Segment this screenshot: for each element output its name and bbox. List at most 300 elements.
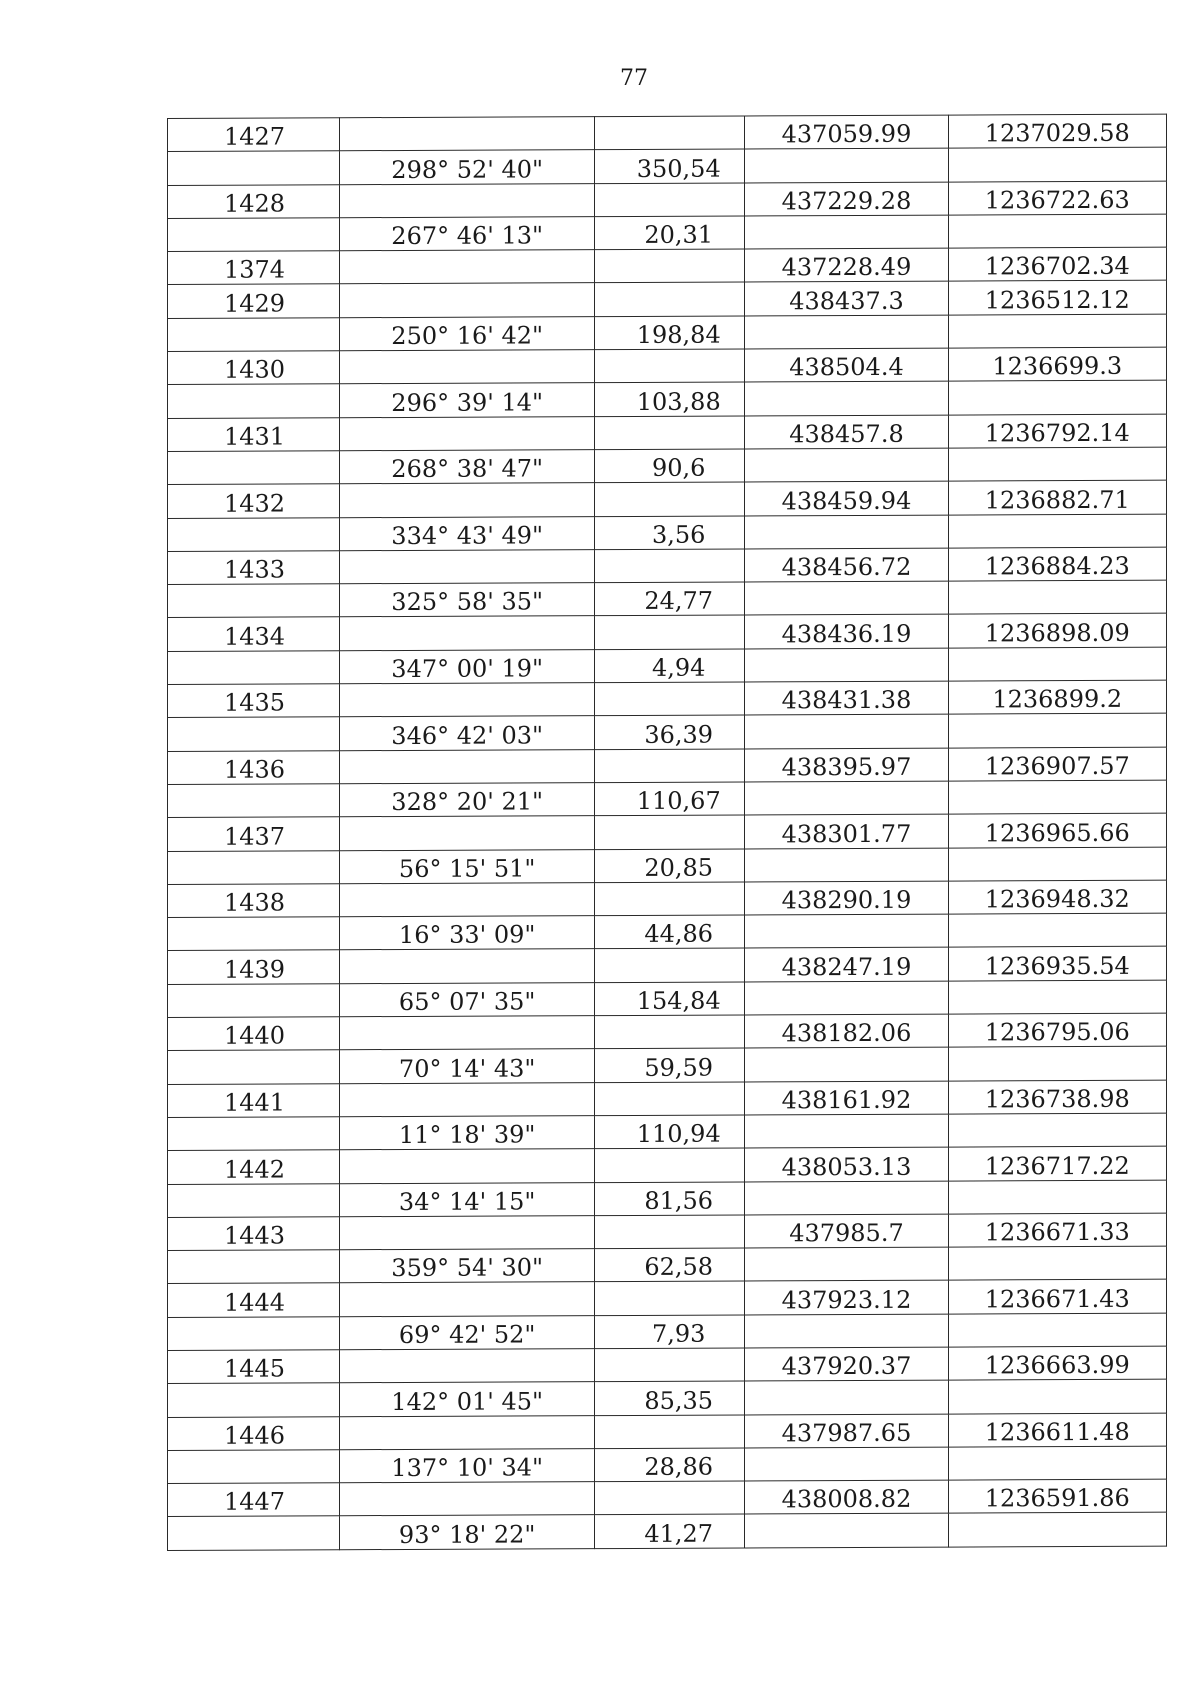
point-number-text: 1374 [224, 255, 286, 285]
x-coordinate-cell [745, 1214, 948, 1248]
y-coordinate-cell [948, 447, 1167, 481]
distance-text [661, 1308, 679, 1310]
y-coordinate-cell [948, 247, 1167, 281]
point-number-text [168, 1144, 224, 1146]
x-coordinate-cell [745, 515, 948, 549]
table-row [168, 580, 1167, 618]
distance-text [661, 643, 679, 645]
table-row [168, 181, 1167, 219]
point-number-text [168, 1477, 224, 1479]
table-row [168, 514, 1167, 552]
point-number-cell [168, 184, 340, 218]
distance-cell [595, 782, 745, 816]
table-row [168, 1280, 1167, 1318]
x-coordinate-cell [745, 182, 948, 216]
x-coordinate-cell [745, 1014, 948, 1048]
y-coordinate-text: 1236899.2 [992, 685, 1123, 714]
bearing-angle-text: 268° 38' 47" [391, 454, 544, 484]
point-number-text: 1433 [224, 555, 286, 584]
distance-text: 350,54 [636, 154, 721, 183]
bearing-angle-cell [340, 616, 595, 650]
point-number-text: 1443 [224, 1221, 286, 1250]
table-row [168, 114, 1167, 152]
point-number-text [168, 744, 224, 746]
x-coordinate-cell [745, 1247, 948, 1281]
distance-cell [595, 1148, 745, 1182]
bearing-angle-text: 296° 39' 14" [391, 388, 544, 417]
distance-cell [595, 948, 745, 982]
point-number-text [168, 611, 224, 613]
table-row [168, 281, 1167, 319]
distance-cell [595, 1181, 745, 1215]
coordinates-table [167, 114, 1167, 1551]
distance-text [661, 1175, 679, 1177]
bearing-angle-cell [340, 882, 595, 916]
y-coordinate-cell [948, 1246, 1167, 1280]
table-row [168, 780, 1167, 818]
distance-cell [595, 116, 745, 150]
distance-text [661, 143, 679, 145]
point-number-text: 1445 [224, 1354, 286, 1384]
distance-cell [595, 1514, 745, 1548]
distance-cell [595, 482, 745, 516]
distance-text: 20,31 [644, 220, 714, 250]
bearing-angle-text: 16° 33' 09" [398, 920, 536, 950]
point-number-cell [168, 1450, 340, 1484]
distance-cell [595, 1315, 745, 1349]
distance-cell [595, 449, 745, 483]
y-coordinate-cell [948, 181, 1167, 215]
distance-text: 81,56 [644, 1186, 714, 1215]
table-row [168, 980, 1167, 1018]
x-coordinate-cell [745, 381, 948, 415]
distance-text: 44,86 [644, 920, 714, 949]
point-number-cell [168, 650, 340, 684]
distance-cell [595, 915, 745, 949]
point-number-text: 1439 [224, 955, 286, 984]
x-coordinate-cell [745, 948, 948, 982]
y-coordinate-text: 1236792.14 [984, 418, 1130, 448]
bearing-angle-cell [340, 1515, 595, 1549]
bearing-angle-cell [340, 516, 595, 550]
point-number-cell [168, 850, 340, 884]
x-coordinate-cell [745, 248, 948, 282]
bearing-angle-cell [340, 982, 595, 1016]
y-coordinate-cell [948, 680, 1167, 714]
point-number-text: 1431 [224, 422, 286, 451]
distance-cell [595, 649, 745, 683]
point-number-cell [168, 584, 340, 618]
point-number-text [168, 1011, 224, 1013]
table-row [168, 414, 1167, 452]
x-coordinate-cell [745, 748, 948, 782]
x-coordinate-text: 437923.12 [781, 1285, 912, 1315]
x-coordinate-text: 437920.37 [781, 1352, 912, 1381]
x-coordinate-cell [745, 1147, 948, 1181]
y-coordinate-cell [948, 1413, 1167, 1447]
y-coordinate-text: 1236738.98 [984, 1084, 1130, 1114]
table-row [168, 813, 1167, 851]
x-coordinate-text: 438456.72 [781, 552, 912, 582]
x-coordinate-cell [745, 481, 948, 515]
distance-cell [595, 216, 745, 250]
bearing-angle-text: 65° 07' 35" [398, 987, 536, 1017]
point-number-text: 1436 [224, 755, 286, 784]
y-coordinate-cell [948, 214, 1167, 248]
distance-cell [595, 1381, 745, 1415]
y-coordinate-text: 1236884.23 [984, 551, 1130, 581]
bearing-angle-cell [340, 1249, 595, 1283]
bearing-angle-cell [340, 1315, 595, 1349]
point-number-text: 1438 [224, 888, 286, 917]
y-coordinate-cell [948, 913, 1167, 947]
bearing-angle-text: 328° 20' 21" [391, 787, 544, 817]
x-coordinate-cell [745, 448, 948, 482]
x-coordinate-text: 438504.4 [789, 353, 904, 382]
distance-text: 110,94 [636, 1119, 721, 1149]
point-number-cell [168, 1316, 340, 1350]
distance-cell [595, 549, 745, 583]
table-row [168, 647, 1167, 685]
point-number-cell [168, 451, 340, 485]
distance-cell [595, 249, 745, 283]
distance-cell [595, 749, 745, 783]
x-coordinate-cell [745, 115, 948, 149]
x-coordinate-cell [745, 1380, 948, 1414]
table-row [168, 1246, 1167, 1284]
point-number-cell [168, 884, 340, 918]
point-number-cell [168, 717, 340, 751]
distance-cell [595, 1215, 745, 1249]
point-number-text: 1447 [224, 1487, 286, 1517]
table-row [168, 1046, 1167, 1084]
y-coordinate-cell [948, 347, 1167, 381]
bearing-angle-cell [340, 683, 595, 717]
bearing-angle-text: 359° 54' 30" [391, 1253, 544, 1283]
point-number-cell [168, 517, 340, 551]
x-coordinate-text: 437229.28 [781, 186, 912, 216]
table-row [168, 747, 1167, 785]
bearing-angle-text: 347° 00' 19" [391, 654, 544, 684]
bearing-angle-cell [340, 949, 595, 983]
distance-text [661, 509, 679, 511]
bearing-angle-cell [340, 416, 595, 450]
bearing-angle-cell [340, 649, 595, 683]
bearing-angle-cell [340, 183, 595, 217]
x-coordinate-text: 437059.99 [781, 120, 912, 149]
y-coordinate-cell [948, 414, 1167, 448]
y-coordinate-cell [948, 114, 1167, 148]
x-coordinate-text: 438053.13 [781, 1152, 912, 1181]
bearing-angle-text: 70° 14' 43" [398, 1054, 536, 1083]
point-number-cell [168, 1416, 340, 1450]
point-number-cell [168, 318, 340, 352]
table-row [168, 880, 1167, 918]
distance-cell [595, 1115, 745, 1149]
y-coordinate-text: 1236717.22 [984, 1151, 1130, 1180]
distance-cell [595, 416, 745, 450]
distance-cell [595, 1481, 745, 1515]
table-row [168, 614, 1167, 652]
table-row [168, 147, 1167, 185]
x-coordinate-cell [745, 1514, 948, 1548]
x-coordinate-text: 438301.77 [781, 819, 912, 848]
table-row [168, 1313, 1167, 1351]
table-row [168, 947, 1167, 985]
distance-text [661, 1442, 679, 1444]
point-number-text: 1444 [224, 1288, 286, 1317]
distance-cell [595, 282, 745, 316]
point-number-cell [168, 1217, 340, 1251]
distance-text [661, 310, 679, 312]
distance-text: 41,27 [644, 1519, 714, 1548]
bearing-angle-text: 142° 01' 45" [391, 1386, 544, 1416]
bearing-angle-cell [340, 1016, 595, 1050]
y-coordinate-cell [948, 480, 1167, 514]
x-coordinate-cell [745, 548, 948, 582]
point-number-cell [168, 1150, 340, 1184]
y-coordinate-cell [948, 547, 1167, 581]
distance-text [661, 276, 679, 278]
table-row [168, 847, 1167, 885]
distance-cell [595, 815, 745, 849]
distance-text: 59,59 [644, 1053, 714, 1082]
point-number-cell [168, 1183, 340, 1217]
y-coordinate-cell [948, 580, 1167, 614]
distance-text [661, 576, 679, 578]
table-row [168, 1146, 1167, 1184]
y-coordinate-text: 1236898.09 [984, 618, 1130, 648]
distance-cell [595, 1048, 745, 1082]
y-coordinate-cell [948, 713, 1167, 747]
bearing-angle-cell [340, 1482, 595, 1516]
y-coordinate-cell [948, 281, 1167, 315]
table-row [168, 1013, 1167, 1051]
point-number-cell [168, 551, 340, 585]
bearing-angle-text: 11° 18' 39" [398, 1120, 536, 1150]
distance-cell [595, 1015, 745, 1049]
table-row [168, 1446, 1167, 1484]
point-number-cell [168, 151, 340, 185]
distance-text: 103,88 [636, 387, 721, 416]
x-coordinate-text: 438437.3 [789, 286, 904, 316]
bearing-angle-cell [340, 450, 595, 484]
y-coordinate-cell [948, 1146, 1167, 1180]
x-coordinate-text: 437987.65 [781, 1418, 912, 1448]
point-number-text: 1435 [224, 688, 286, 718]
point-number-text: 1428 [224, 189, 286, 218]
bearing-angle-cell [340, 849, 595, 883]
point-number-text [168, 178, 224, 180]
bearing-angle-cell [340, 783, 595, 817]
y-coordinate-text: 1236722.63 [984, 185, 1130, 215]
distance-cell [595, 582, 745, 616]
distance-text: 7,93 [652, 1319, 706, 1348]
point-number-cell [168, 917, 340, 951]
point-number-text [168, 1410, 224, 1412]
y-coordinate-cell [948, 314, 1167, 348]
y-coordinate-cell [948, 1479, 1167, 1513]
y-coordinate-text: 1236935.54 [984, 951, 1130, 981]
distance-cell [595, 149, 745, 183]
bearing-angle-text: 334° 43' 49" [391, 521, 544, 550]
distance-text [661, 842, 679, 844]
distance-cell [595, 982, 745, 1016]
distance-text: 110,67 [636, 786, 721, 816]
distance-text [661, 1109, 679, 1111]
distance-cell [595, 1082, 745, 1116]
point-number-cell [168, 1483, 340, 1517]
bearing-angle-text: 346° 42' 03" [391, 720, 544, 750]
y-coordinate-cell [948, 1346, 1167, 1380]
x-coordinate-cell [745, 581, 948, 615]
bearing-angle-cell [340, 716, 595, 750]
distance-text: 24,77 [644, 587, 714, 616]
x-coordinate-cell [745, 781, 948, 815]
y-coordinate-cell [948, 813, 1167, 847]
y-coordinate-cell [948, 1180, 1167, 1214]
coordinates-table-body [168, 114, 1167, 1550]
point-number-cell [168, 617, 340, 651]
x-coordinate-cell [745, 1447, 948, 1481]
distance-text: 20,85 [644, 853, 714, 882]
point-number-cell [168, 284, 340, 318]
point-number-text: 1430 [224, 355, 286, 385]
point-number-text [168, 245, 224, 247]
distance-text: 36,39 [644, 720, 714, 749]
point-number-cell [168, 351, 340, 385]
point-number-cell [168, 950, 340, 984]
x-coordinate-text: 438182.06 [781, 1019, 912, 1048]
y-coordinate-cell [948, 1280, 1167, 1314]
distance-cell [595, 1248, 745, 1282]
point-number-cell [168, 750, 340, 784]
table-row [168, 381, 1167, 419]
x-coordinate-text: 438457.8 [789, 419, 904, 449]
x-coordinate-cell [745, 1114, 948, 1148]
x-coordinate-text: 438431.38 [781, 686, 912, 715]
point-number-text [168, 478, 224, 480]
y-coordinate-text: 1236671.33 [984, 1217, 1130, 1247]
bearing-angle-cell [340, 350, 595, 384]
bearing-angle-cell [340, 316, 595, 350]
table-row [168, 347, 1167, 385]
distance-text: 3,56 [652, 520, 706, 549]
bearing-angle-cell [340, 383, 595, 417]
distance-text: 4,94 [652, 653, 706, 682]
y-coordinate-text: 1236702.34 [984, 252, 1130, 281]
x-coordinate-cell [745, 415, 948, 449]
point-number-text [168, 944, 224, 946]
point-number-text: 1437 [224, 822, 286, 851]
x-coordinate-cell [745, 1081, 948, 1115]
y-coordinate-text: 1236882.71 [984, 485, 1130, 514]
distance-cell [595, 382, 745, 416]
distance-text: 198,84 [636, 320, 721, 350]
bearing-angle-cell [340, 1149, 595, 1183]
distance-text [661, 1242, 679, 1244]
distance-text [661, 1042, 679, 1044]
x-coordinate-cell [745, 648, 948, 682]
x-coordinate-cell [745, 148, 948, 182]
y-coordinate-cell [948, 780, 1167, 814]
point-number-text [168, 678, 224, 680]
distance-cell [595, 615, 745, 649]
bearing-angle-text: 298° 52' 40" [391, 154, 544, 184]
distance-text: 28,86 [644, 1452, 714, 1482]
x-coordinate-text: 438395.97 [781, 752, 912, 782]
y-coordinate-text: 1236965.66 [984, 818, 1130, 847]
x-coordinate-cell [745, 1280, 948, 1314]
distance-text: 90,6 [652, 453, 706, 483]
point-number-text [168, 345, 224, 347]
distance-cell [595, 682, 745, 716]
point-number-text [168, 411, 224, 413]
point-number-cell [168, 218, 340, 252]
bearing-angle-cell [340, 250, 595, 284]
bearing-angle-cell [340, 1449, 595, 1483]
x-coordinate-cell [745, 848, 948, 882]
point-number-cell [168, 1516, 340, 1550]
bearing-angle-cell [340, 816, 595, 850]
table-row [168, 1513, 1167, 1551]
table-row [168, 1113, 1167, 1151]
point-number-cell [168, 1117, 340, 1151]
point-number-text [168, 1344, 224, 1346]
bearing-angle-cell [340, 1349, 595, 1383]
y-coordinate-cell [948, 847, 1167, 881]
distance-cell [595, 183, 745, 217]
bearing-angle-cell [340, 117, 595, 151]
y-coordinate-cell [948, 880, 1167, 914]
bearing-angle-text: 137° 10' 34" [391, 1453, 544, 1483]
y-coordinate-text: 1236948.32 [984, 884, 1130, 914]
bearing-angle-cell [340, 1282, 595, 1316]
table-row [168, 247, 1167, 285]
x-coordinate-cell [745, 1347, 948, 1381]
x-coordinate-text: 438290.19 [781, 885, 912, 915]
point-number-cell [168, 684, 340, 718]
x-coordinate-cell [745, 681, 948, 715]
point-number-cell [168, 1083, 340, 1117]
table-row [168, 1413, 1167, 1451]
distance-text [661, 776, 679, 778]
distance-cell [595, 516, 745, 550]
distance-cell [595, 1448, 745, 1482]
bearing-angle-cell [340, 1415, 595, 1449]
bearing-angle-cell [340, 283, 595, 317]
page-number: 77 [620, 66, 648, 91]
bearing-angle-text: 56° 15' 51" [398, 854, 536, 883]
point-number-text: 1427 [224, 122, 286, 152]
y-coordinate-text: 1236907.57 [984, 751, 1130, 781]
y-coordinate-cell [948, 1046, 1167, 1080]
x-coordinate-text: 438247.19 [781, 952, 912, 982]
x-coordinate-cell [745, 1480, 948, 1514]
x-coordinate-cell [745, 881, 948, 915]
point-number-cell [168, 251, 340, 285]
bearing-angle-cell [340, 217, 595, 251]
table-row [168, 913, 1167, 951]
point-number-text [168, 1211, 224, 1213]
y-coordinate-cell [948, 1113, 1167, 1147]
table-row [168, 314, 1167, 352]
distance-text [661, 909, 679, 911]
point-number-text [168, 878, 224, 880]
table-row [168, 1346, 1167, 1384]
x-coordinate-cell [745, 981, 948, 1015]
x-coordinate-text: 438436.19 [781, 619, 912, 649]
